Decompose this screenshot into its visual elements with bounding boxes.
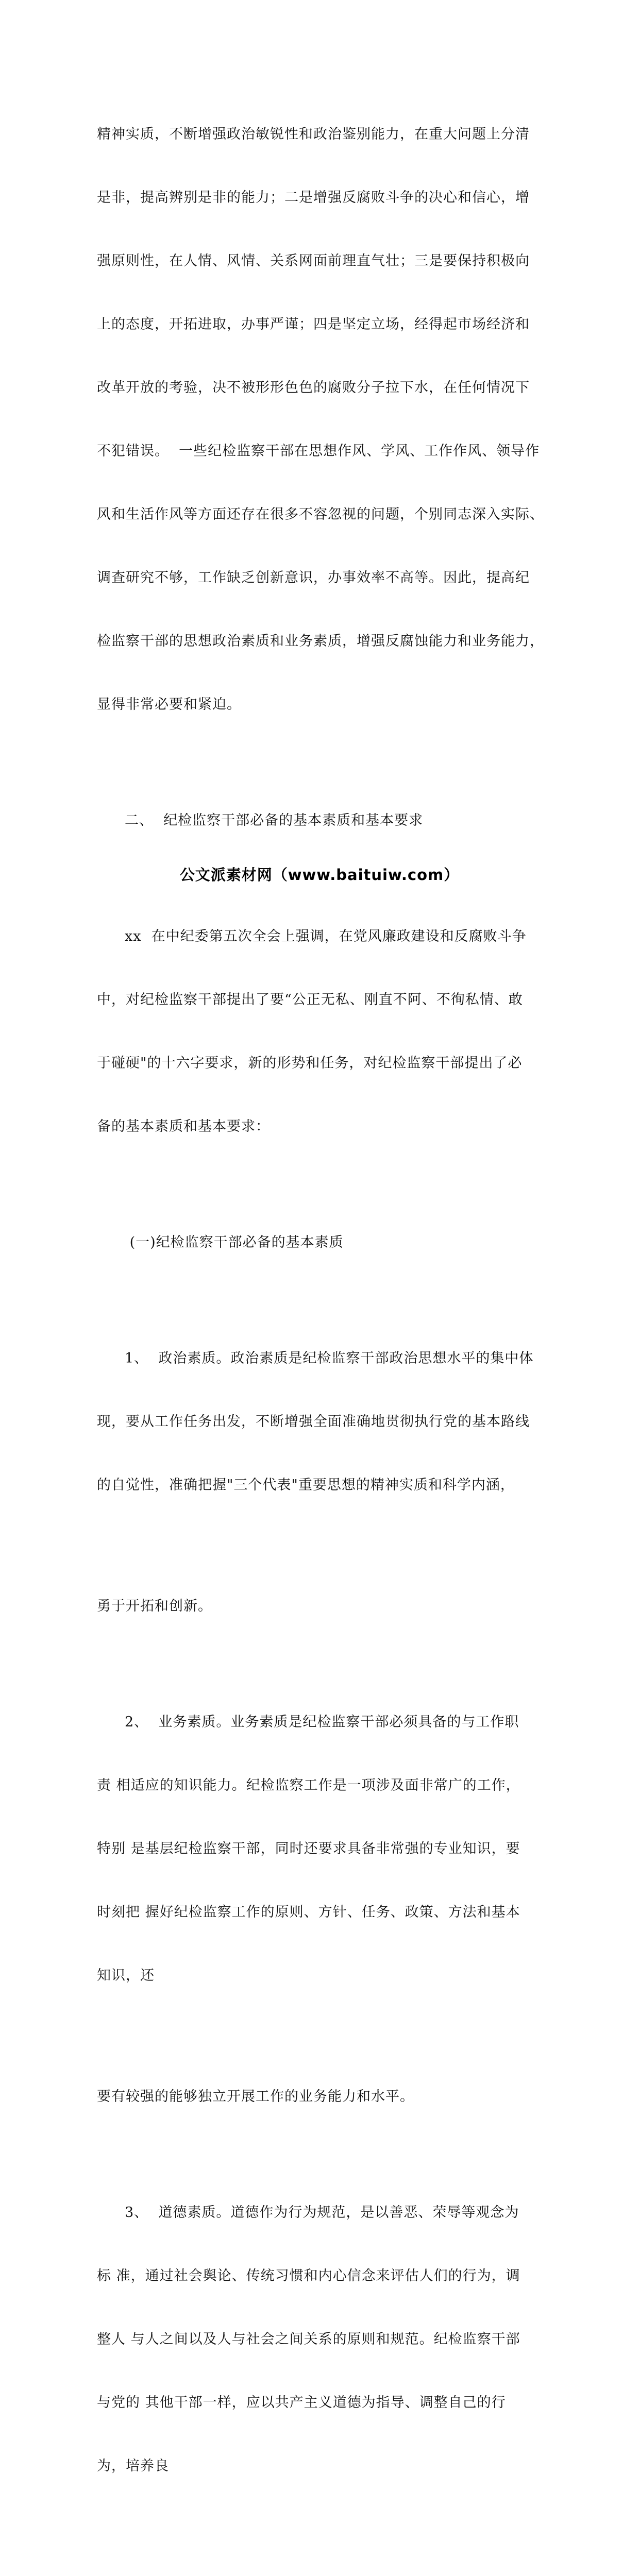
paragraph-business-quality [97,1669,557,2028]
paragraph-moral-quality-end [97,2534,557,2576]
paragraph-moral-quality [97,2160,557,2519]
heading-text: (一)纪检监察干部必备的基本素质 [125,1234,344,1250]
text-line: 备的基本素质和基本要求： [97,1118,270,1134]
paragraph-3 [97,884,557,1179]
text-line: 特别 是基层纪检监察干部，同时还要求具备非常强的专业知识，要 [97,1841,520,1857]
text-line: 为，培养良 [97,2458,169,2474]
text-line: 强原则性，在人情、风情、关系网面前理直气壮；三是要保持积极向 [97,253,530,269]
document-body [97,81,557,2576]
paragraph-1 [97,81,557,757]
text-line: 时刻把 握好纪检监察工作的原则、方针、任务、政策、方法和基本 [97,1904,520,1920]
text-line: 勇于开拓和创新。 [97,1598,212,1614]
text-line: 精神实质，不断增强政治敏锐性和政治鉴别能力，在重大问题上分清 [97,126,530,142]
text-line: 中，对纪检监察干部提出了要“公正无私、刚直不阿、不徇私情、敢 [97,992,523,1008]
text-line: 1、 政治素质。政治素质是纪检监察干部政治思想水平的集中体 [125,1350,534,1366]
text-line: 3、 道德素质。道德作为行为规范，是以善恶、荣辱等观念为 [125,2205,519,2221]
text-line: 要有较强的能够独立开展工作的业务能力和水平。 [97,2089,414,2105]
text-line: 知识，还 [97,1968,155,1984]
footer-watermark: 公文派素材网（www.baituiw.com） [179,866,460,884]
heading-text: 二、 纪检监察干部必备的基本素质和基本要求 [125,812,424,828]
text-line: 风和生活作风等方面还存在很多不容忽视的问题，个别同志深入实际、 [97,506,544,522]
text-line: xx 在中纪委第五次全会上强调，在党风廉政建设和反腐败斗争 [125,928,527,944]
paragraph-political-quality-end [97,1553,557,1659]
text-line: 不犯错误。 一些纪检监察干部在思想作风、学风、工作作风、领导作 [97,443,540,459]
text-line: 于碰硬"的十六字要求，新的形势和任务，对纪检监察干部提出了必 [97,1055,523,1071]
text-line: 上的态度，开拓进取，办事严谨；四是坚定立场，经得起市场经济和 [97,316,530,332]
text-line: 改革开放的考验，决不被形形色色的腐败分子拉下水，在任何情况下 [97,380,530,396]
text-line: 是非，提高辨别是非的能力；二是增强反腐败斗争的决心和信心，增 [97,190,530,206]
text-line: 的自觉性，准确把握"三个代表"重要思想的精神实质和科学内涵， [97,1477,515,1493]
subsection-heading-1 [97,1190,557,1295]
paragraph-political-quality [97,1306,557,1538]
section-heading-2 [97,768,557,873]
text-line: 显得非常必要和紧迫。 [97,697,241,713]
paragraph-business-quality-end [97,2044,557,2149]
text-line: 现，要从工作任务出发，不断增强全面准确地贯彻执行党的基本路线 [97,1414,530,1430]
text-line: 整人 与人之间以及人与社会之间关系的原则和规范。纪检监察干部 [97,2331,520,2347]
text-line: 责 相适应的知识能力。纪检监察工作是一项涉及面非常广的工作， [97,1777,520,1793]
text-line: 标 准，通过社会舆论、传统习惯和内心信念来评估人们的行为，调 [97,2268,520,2284]
text-line: 2、 业务素质。业务素质是纪检监察干部必须具备的与工作职 [125,1714,519,1730]
text-line: 与党的 其他干部一样，应以共产主义道德为指导、调整自己的行 [97,2395,506,2411]
text-line: 调查研究不够，工作缺乏创新意识，办事效率不高等。因此，提高纪 [97,570,530,586]
text-line: 检监察干部的思想政治素质和业务素质，增强反腐蚀能力和业务能力， [97,633,544,649]
